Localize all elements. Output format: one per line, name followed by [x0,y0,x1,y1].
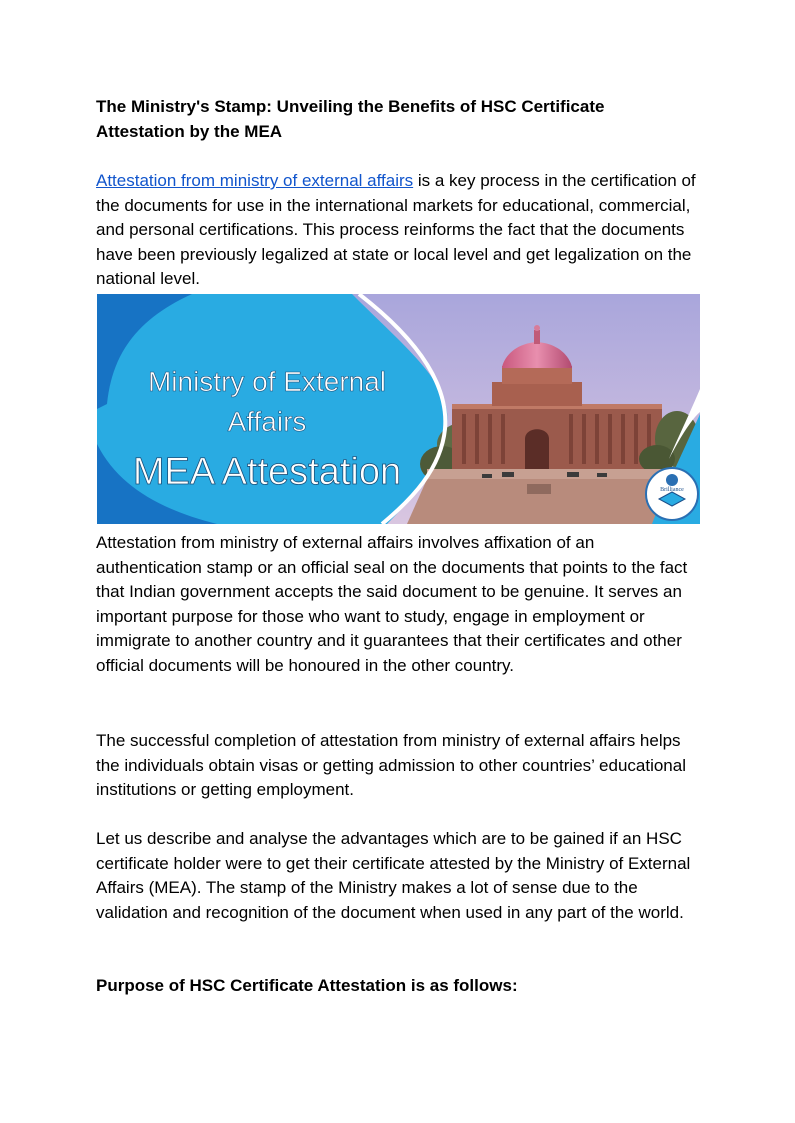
mea-attestation-banner [97,294,700,524]
paragraph-benefits: The successful completion of attestation from ministry of external affairs helps the individuals obtain visas or getting admission to other countries’ educational institutions or getting employment. [96,731,686,800]
mea-attestation-link[interactable]: Attestation from ministry of external affairs [96,171,414,190]
banner-line-1: Ministry of External [147,366,387,397]
banner-line-3: MEA Attestation [132,451,402,493]
section-subheading: Purpose of HSC Certificate Attestation is as follows: [96,976,518,995]
paragraph-analysis: Let us describe and analyse the advantages which are to be gained if an HSC certificate holder were to get their certificate attested by the Ministry of External Affairs (MEA). The stamp of the Ministry makes a lot of sense due to the validation and recognition of the document when used in any part of the world. [96,829,691,922]
brilliance-logo [646,468,698,520]
document-title: The Ministry's Stamp: Unveiling the Benefits of HSC Certificate Attestation by the MEA [96,97,605,141]
intro-text: is a key process in the certification of the documents for use in the international markets for educational, commercial, and personal certifications. This process reinforms the fact that the documents have been previously legalized at state or local level and get legalization on the national level. [96,171,696,289]
logo-text: Brilliance [660,487,684,493]
paragraph-definition: Attestation from ministry of external affairs involves affixation of an authentication stamp or an official seal on the documents that points to the fact that Indian government accepts the said document to be genuine. It serves an important purpose for those who want to study, engage in employment or immigrate to another country and it guarantees that their certificates and other official documents will be honoured in the other country. [96,533,688,675]
banner-line-2: Affairs [227,406,307,437]
intro-paragraph [96,169,701,292]
